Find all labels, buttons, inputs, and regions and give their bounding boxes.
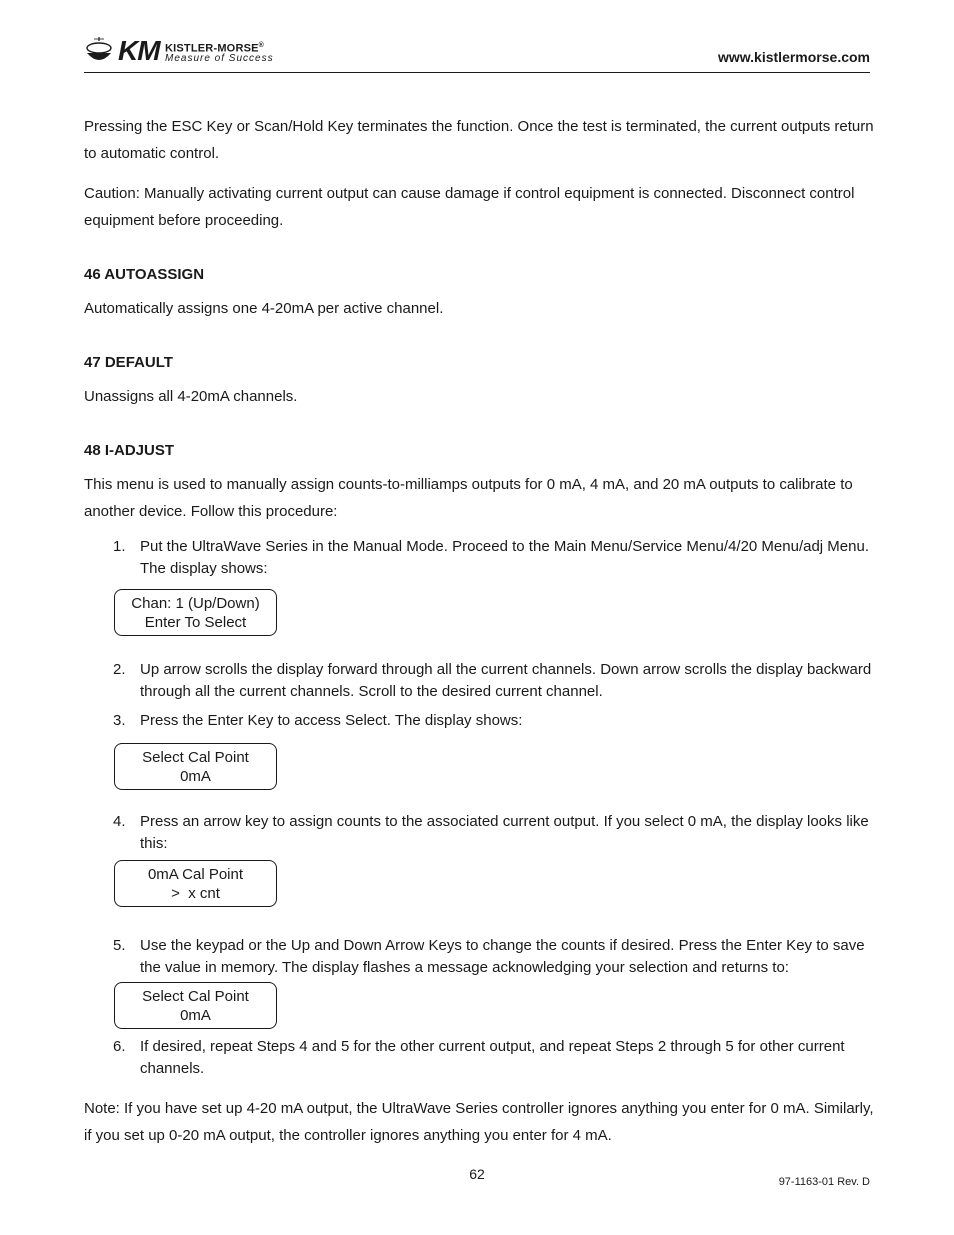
- scale-icon: [84, 36, 114, 68]
- page-header: [84, 34, 870, 73]
- lcd-display: [114, 743, 277, 790]
- lcd-line-1: Chan: 1 (Up/Down): [131, 594, 260, 612]
- intro-paragraph-1: Pressing the ESC Key or Scan/Hold Key terminates the function. Once the test is terminated, the current outputs return to automatic control.: [84, 118, 874, 162]
- document-revision: 97-1163-01 Rev. D: [778, 1176, 870, 1188]
- step-number: 2.: [113, 661, 126, 678]
- i-adjust-text: This menu is used to manually assign counts-to-milliamps outputs for 0 mA, 4 mA, and 20 mA outputs to calibrate to another device. Follow this procedure:: [84, 476, 853, 520]
- page-number: 62: [469, 1166, 485, 1182]
- step-text: If desired, repeat Steps 4 and 5 for the other current output, and repeat Steps 2 through 5 for other current channels.: [140, 1038, 845, 1077]
- caution-paragraph: Caution: Manually activating current output can cause damage if control equipment is connected. Disconnect control equipment before proceeding.: [84, 185, 855, 229]
- kistler-morse-logo: [84, 34, 284, 70]
- heading-i-adjust: 48 I-ADJUST: [84, 442, 175, 459]
- lcd-line-2: 0mA: [180, 767, 211, 785]
- step-text: Use the keypad or the Up and Down Arrow Keys to change the counts if desired. Press the Enter Key to save the value in memory. The display flashes a message acknowledging your selection and returns to:: [140, 937, 865, 976]
- step-number: 1.: [113, 538, 126, 555]
- lcd-display: [114, 860, 277, 907]
- step-text: Put the UltraWave Series in the Manual Mode. Proceed to the Main Menu/Service Menu/4/20 Menu/adj Menu. The display shows:: [140, 538, 869, 577]
- step-text: Press the Enter Key to access Select. The display shows:: [140, 712, 523, 729]
- step-text: Press an arrow key to assign counts to the associated current output. If you select 0 mA, the display looks like this:: [140, 813, 869, 852]
- lcd-line-1: 0mA Cal Point: [147, 865, 244, 883]
- step-text: Up arrow scrolls the display forward through all the current channels. Down arrow scrolls the display backward through all the current channels. Scroll to the desired current channel.: [140, 661, 872, 700]
- heading-autoassign: 46 AUTOASSIGN: [84, 266, 205, 283]
- step-number: 5.: [113, 937, 126, 954]
- lcd-line-2: 0mA: [180, 1006, 211, 1024]
- website-url: www.kistlermorse.com: [718, 49, 870, 65]
- logo-tagline: Measure of Success: [165, 53, 274, 64]
- autoassign-text: Automatically assigns one 4-20mA per active channel.: [84, 300, 444, 317]
- step-number: 3.: [113, 712, 126, 729]
- lcd-display: [114, 982, 277, 1029]
- lcd-display: [114, 589, 277, 636]
- logo-km: KM: [118, 35, 160, 66]
- logo-brand: KISTLER-MORSE®: [165, 42, 265, 55]
- default-text: Unassigns all 4-20mA channels.: [84, 388, 298, 405]
- lcd-line-1: Select Cal Point: [142, 987, 249, 1005]
- lcd-line-2: Enter To Select: [144, 613, 247, 631]
- lcd-line-2: > x cnt: [171, 884, 220, 902]
- step-number: 4.: [113, 813, 126, 830]
- note-paragraph: Note: If you have set up 4-20 mA output, the UltraWave Series controller ignores anything you enter for 0 mA. Similarly, if you set up 0-20 mA output, the controller ignores anything you enter for 4 mA.: [84, 1100, 874, 1144]
- lcd-line-1: Select Cal Point: [142, 748, 249, 766]
- heading-default: 47 DEFAULT: [84, 354, 173, 371]
- step-number: 6.: [113, 1038, 126, 1055]
